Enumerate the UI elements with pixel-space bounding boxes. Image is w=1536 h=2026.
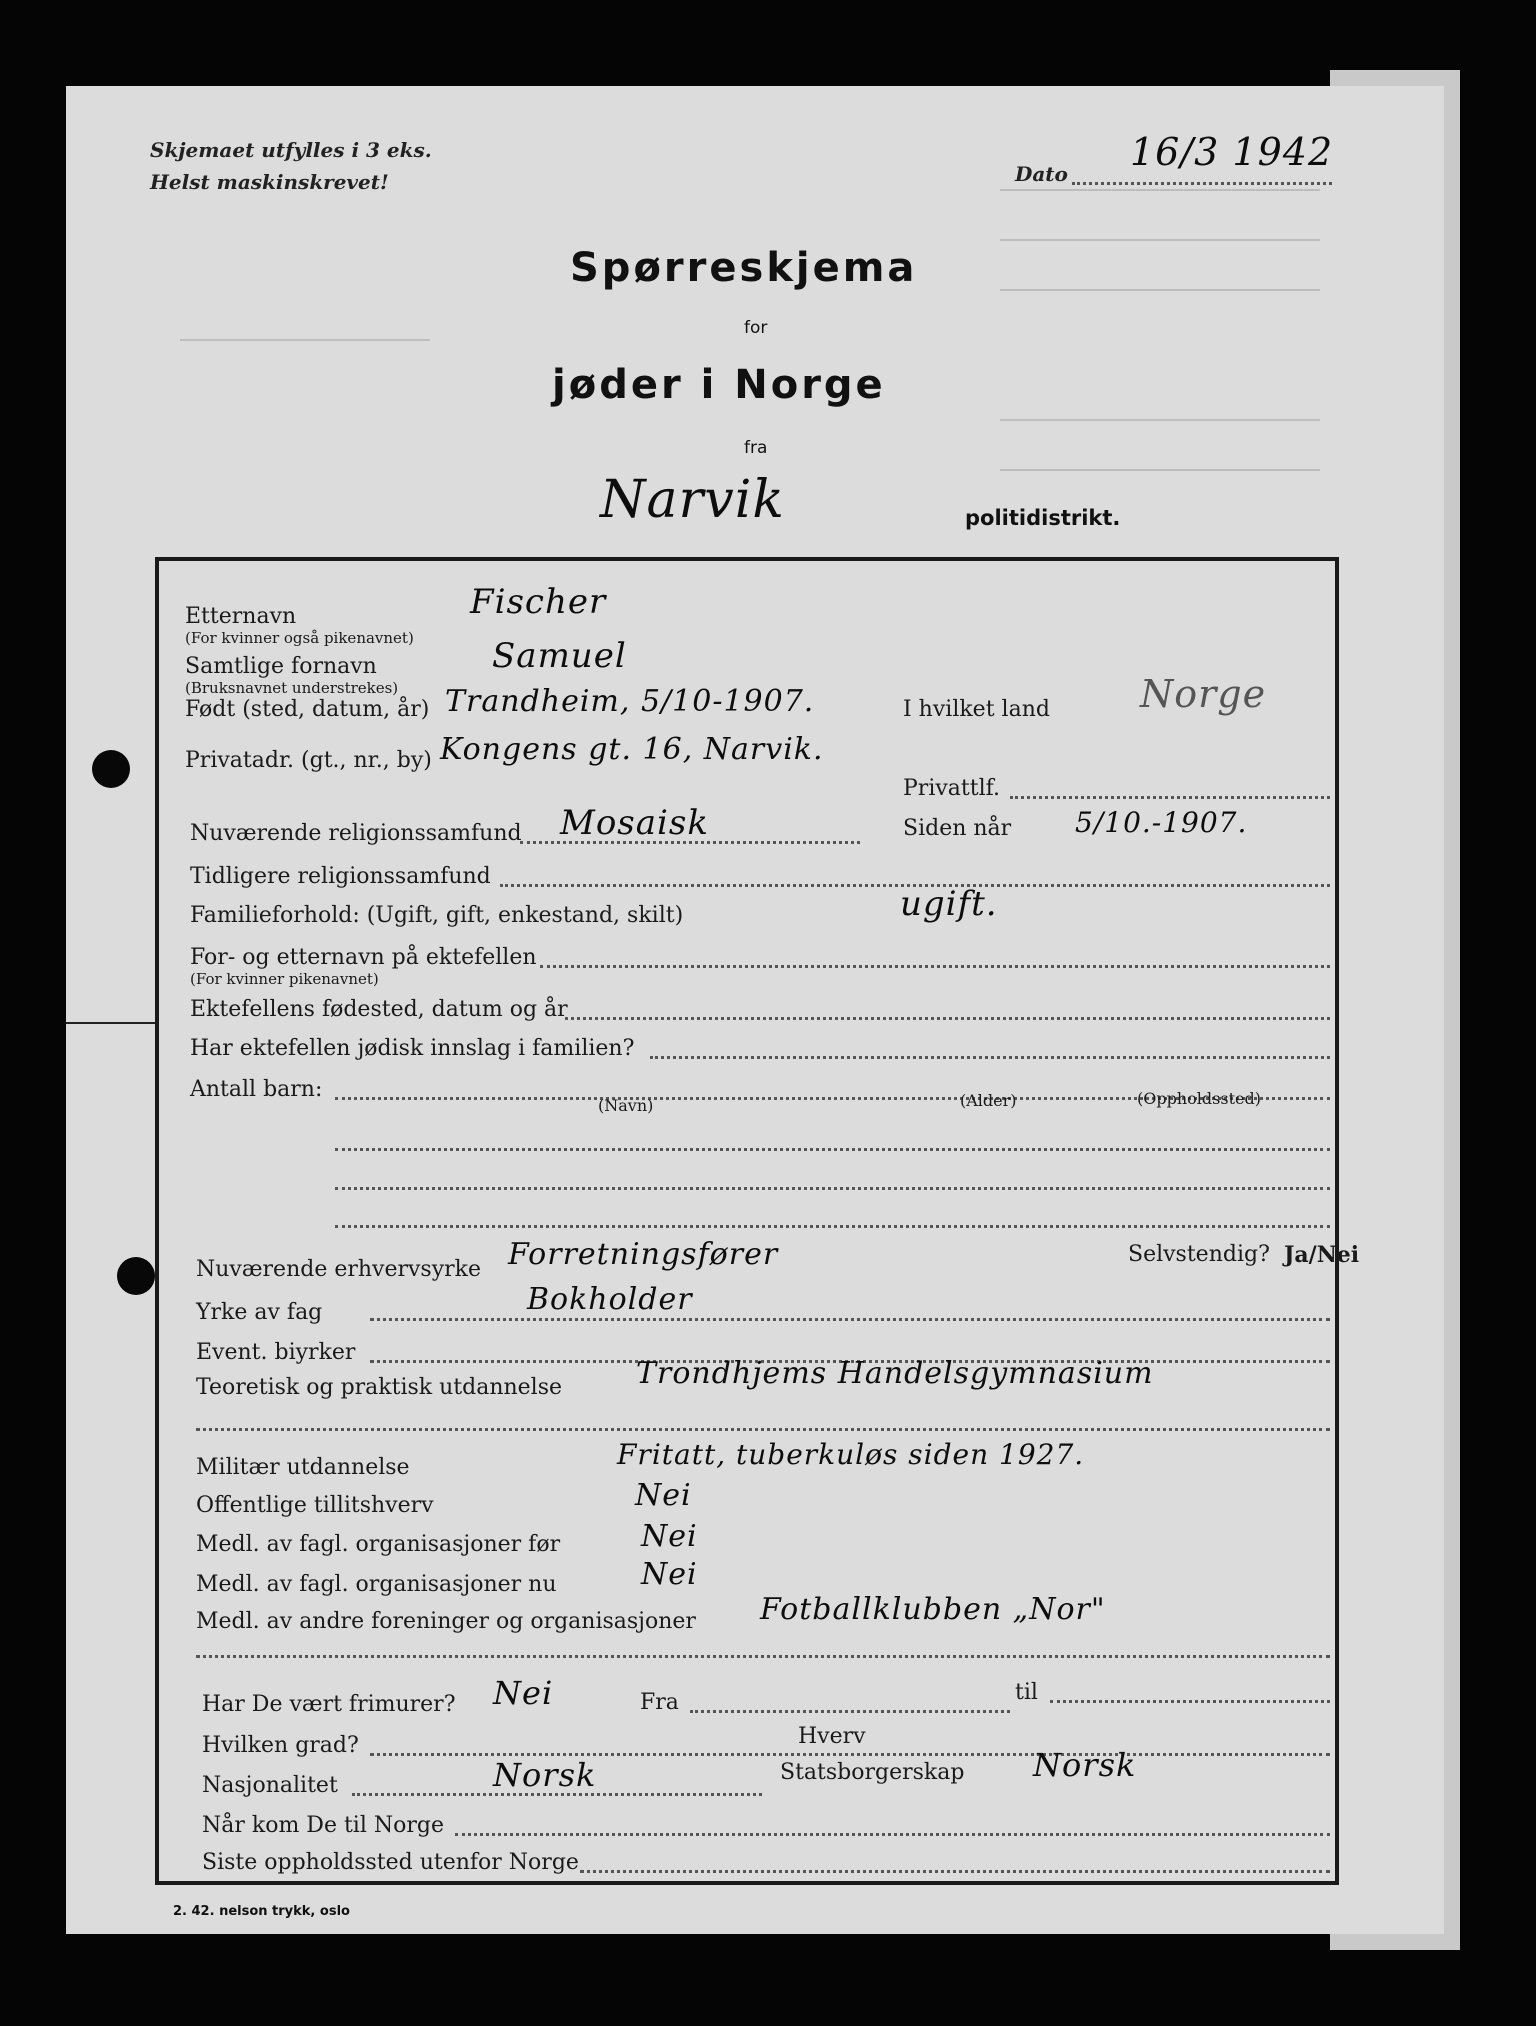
date-value[interactable]: 16/3 1942 xyxy=(1130,130,1334,174)
ektefelle-dots xyxy=(540,965,1330,968)
andre-org-dots xyxy=(196,1655,1330,1658)
religion-label: Nuværende religionssamfund xyxy=(190,821,522,846)
fornavn-value[interactable]: Samuel xyxy=(492,636,627,676)
frimurer-fra-label: Fra xyxy=(640,1690,679,1715)
fornavn-label: Samtlige fornavn xyxy=(185,654,377,679)
org-nu-value[interactable]: Nei xyxy=(641,1557,698,1592)
org-for-value[interactable]: Nei xyxy=(641,1519,698,1554)
erhverv-label: Nuværende erhvervsyrke xyxy=(196,1257,482,1282)
siste-opphold-label: Siste oppholdssted utenfor Norge xyxy=(202,1850,579,1875)
etternavn-sub: (For kvinner også pikenavnet) xyxy=(185,629,414,647)
date-label: Dato xyxy=(1015,162,1068,186)
utdannelse-dots xyxy=(196,1428,1330,1431)
privattlf-dots xyxy=(1010,796,1330,799)
district-value[interactable]: Narvik xyxy=(600,470,785,530)
land-value[interactable]: Norge xyxy=(1140,672,1267,716)
yrke-value[interactable]: Bokholder xyxy=(527,1282,693,1317)
statsborgerskap-value[interactable]: Norsk xyxy=(1033,1746,1137,1784)
title-for: for xyxy=(744,318,768,338)
selvstendig-options[interactable]: Ja/Nei xyxy=(1284,1242,1360,1268)
ekt-jodisk-label: Har ektefellen jødisk innslag i familien? xyxy=(190,1036,635,1061)
barn-dots-2 xyxy=(335,1148,1330,1151)
yrke-label: Yrke av fag xyxy=(196,1300,323,1325)
org-for-label: Medl. av fagl. organisasjoner før xyxy=(196,1532,561,1557)
andre-org-label: Medl. av andre foreninger og organisasjoner xyxy=(196,1609,696,1634)
district-label: politidistrikt. xyxy=(965,506,1121,530)
biyrker-label: Event. biyrker xyxy=(196,1340,356,1365)
statsborgerskap-label: Statsborgerskap xyxy=(780,1760,965,1785)
siste-opphold-dots xyxy=(580,1870,1330,1873)
frimurer-value[interactable]: Nei xyxy=(493,1674,554,1712)
fodt-label: Født (sted, datum, år) xyxy=(185,697,430,722)
punch-hole-top xyxy=(92,750,130,788)
barn-col-opphold: (Oppholdssted) xyxy=(1137,1089,1261,1108)
form-subtitle: jøder i Norge xyxy=(552,362,886,408)
yrke-dots xyxy=(370,1318,1330,1321)
militaer-value[interactable]: Fritatt, tuberkuløs siden 1927. xyxy=(617,1438,1085,1471)
instruction-typewritten: Helst maskinskrevet! xyxy=(150,170,389,194)
hverv-label: Hverv xyxy=(798,1724,866,1749)
ekt-fodested-label: Ektefellens fødested, datum og år xyxy=(190,997,568,1022)
frimurer-label: Har De vært frimurer? xyxy=(202,1692,456,1717)
form-title: Spørreskjema xyxy=(570,245,918,291)
ekt-fodested-dots xyxy=(565,1017,1330,1020)
familie-label: Familieforhold: (Ugift, gift, enkestand, skilt) xyxy=(190,903,684,928)
selvstendig-label: Selvstendig? xyxy=(1128,1242,1270,1267)
ekt-jodisk-dots xyxy=(650,1056,1330,1059)
utdannelse-label: Teoretisk og praktisk utdannelse xyxy=(196,1375,563,1400)
land-label: I hvilket land xyxy=(903,697,1050,722)
privatadr-value[interactable]: Kongens gt. 16, Narvik. xyxy=(440,732,824,767)
kom-norge-label: Når kom De til Norge xyxy=(202,1813,444,1838)
fornavn-sub: (Bruksnavnet understrekes) xyxy=(185,679,399,697)
tillitshverv-label: Offentlige tillitshverv xyxy=(196,1493,434,1518)
religion-value[interactable]: Mosaisk xyxy=(560,803,709,843)
nasjonalitet-label: Nasjonalitet xyxy=(202,1773,338,1798)
barn-col-alder: (Alder) xyxy=(960,1091,1017,1110)
org-nu-label: Medl. av fagl. organisasjoner nu xyxy=(196,1572,557,1597)
ektefelle-label: For- og etternavn på ektefellen xyxy=(190,945,537,970)
etternavn-label: Etternavn xyxy=(185,604,297,629)
barn-col-navn: (Navn) xyxy=(598,1096,654,1115)
printer-imprint: 2. 42. nelson trykk, oslo xyxy=(173,1904,350,1919)
ektefelle-sub: (For kvinner pikenavnet) xyxy=(190,970,379,988)
andre-org-value[interactable]: Fotballklubben „Nor" xyxy=(760,1592,1106,1627)
tidl-religion-label: Tidligere religionssamfund xyxy=(190,864,491,889)
frimurer-til-label: til xyxy=(1015,1680,1038,1705)
barn-dots-4 xyxy=(335,1225,1330,1228)
privattlf-label: Privattlf. xyxy=(903,776,1000,801)
barn-label: Antall barn: xyxy=(190,1077,323,1102)
date-dots xyxy=(1072,182,1332,185)
familie-value[interactable]: ugift. xyxy=(900,884,998,924)
militaer-label: Militær utdannelse xyxy=(196,1455,410,1480)
fold-line xyxy=(66,1022,158,1024)
etternavn-value[interactable]: Fischer xyxy=(470,582,607,622)
tillitshverv-value[interactable]: Nei xyxy=(635,1478,692,1513)
title-fra: fra xyxy=(744,438,768,458)
frimurer-fra-dots xyxy=(690,1710,1010,1713)
barn-dots-3 xyxy=(335,1187,1330,1190)
privatadr-label: Privatadr. (gt., nr., by) xyxy=(185,748,432,773)
punch-hole-bottom xyxy=(117,1257,155,1295)
siden-value[interactable]: 5/10.-1907. xyxy=(1075,806,1248,839)
utdannelse-value[interactable]: Trondhjems Handelsgymnasium xyxy=(636,1356,1154,1391)
siden-label: Siden når xyxy=(903,816,1012,841)
grad-label: Hvilken grad? xyxy=(202,1733,359,1758)
nasjonalitet-value[interactable]: Norsk xyxy=(493,1756,597,1794)
kom-norge-dots xyxy=(455,1833,1330,1836)
fodt-value[interactable]: Trandheim, 5/10-1907. xyxy=(445,684,815,719)
instruction-copies: Skjemaet utfylles i 3 eks. xyxy=(150,138,432,162)
frimurer-til-dots xyxy=(1050,1700,1330,1703)
erhverv-value[interactable]: Forretningsfører xyxy=(508,1237,779,1272)
